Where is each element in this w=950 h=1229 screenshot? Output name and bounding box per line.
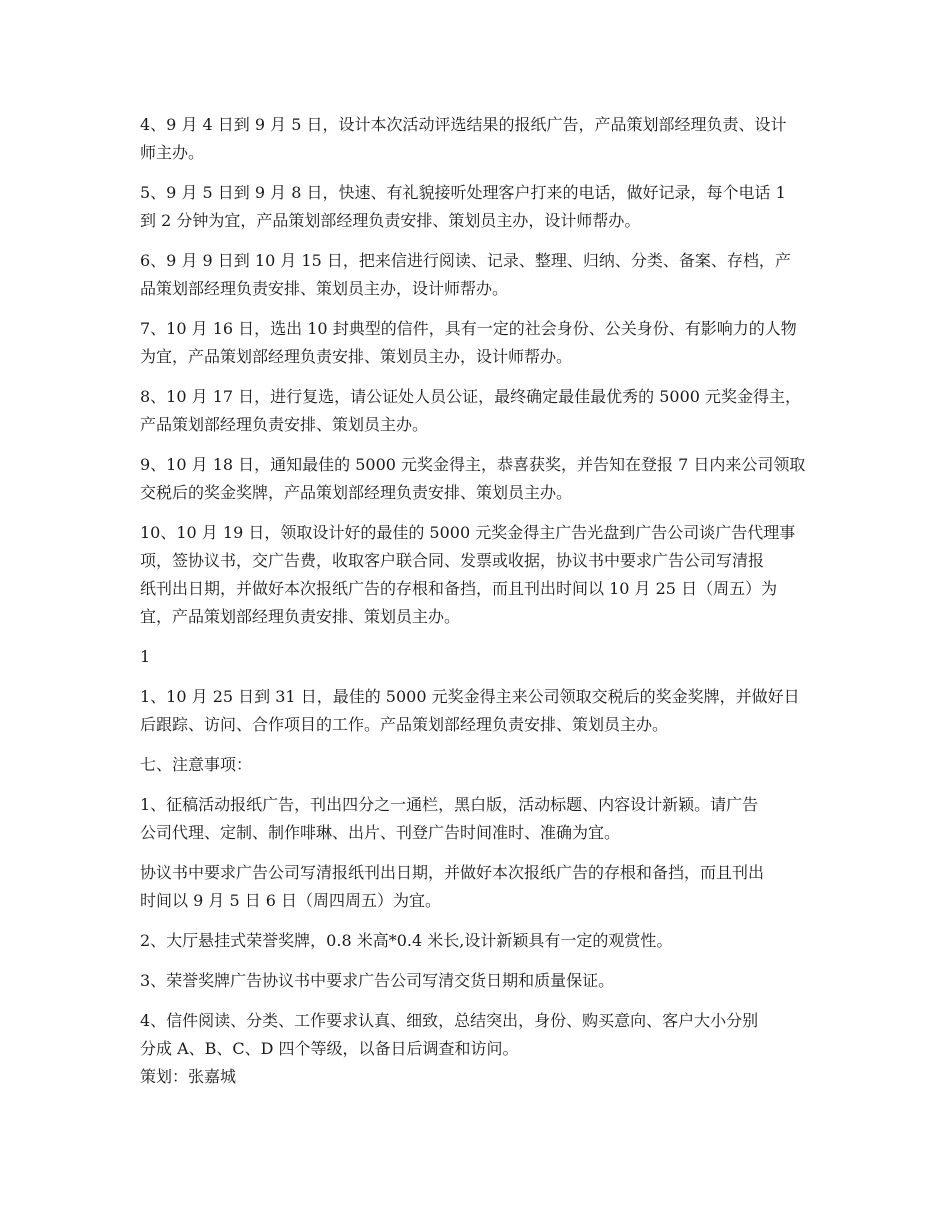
note-item-1 [140,791,812,847]
schedule-item-4 [140,111,812,167]
text-line: 4、信件阅读、分类、工作要求认真、细致，总结突出，身份、购买意向、客户大小分别 [140,1011,759,1030]
text-line: 6、9 月 9 日到 10 月 15 日，把来信进行阅读、记录、整理、归纳、分类、备案、存档，产 [140,251,791,270]
text-line: 5、9 月 5 日到 9 月 8 日，快速、有礼貌接听处理客户打来的电话，做好记录，每个电话 1 [140,183,786,202]
text-line: 协议书中要求广告公司写清报纸刊出日期，并做好本次报纸广告的存根和备挡，而且刊出 [140,863,765,882]
section-number [140,643,812,671]
schedule-item-8 [140,383,812,439]
text-line: 4、9 月 4 日到 9 月 5 日，设计本次活动评选结果的报纸广告，产品策划部经理负责、设计 [140,115,787,134]
note-item-2 [140,927,812,955]
text-line: 交税后的奖金奖牌，产品策划部经理负责安排、策划员主办。 [140,483,573,502]
text-line: 7、10 月 16 日，选出 10 封典型的信件，具有一定的社会身份、公关身份、有影响力的人物 [140,319,797,338]
text-line: 产品策划部经理负责安排、策划员主办。 [140,415,429,434]
schedule-item-1 [140,683,812,739]
text-line: 3、荣誉奖牌广告协议书中要求广告公司写清交货日期和质量保证。 [140,971,615,990]
text-line: 分成 A、B、C、D 四个等级，以备日后调查和访问。 [140,1039,519,1058]
document-body [140,111,812,1103]
text-line: 9、10 月 18 日，通知最佳的 5000 元奖金得主，恭喜获奖，并告知在登报 7 日内来公司领取 [140,455,806,474]
text-line: 师主办。 [140,143,205,162]
note-item-4 [140,1007,812,1063]
schedule-item-9 [140,451,812,507]
text-line: 公司代理、定制、制作啡琳、出片、刊登广告时间准时、准确为宜。 [140,823,621,842]
text-line: 1 [140,647,151,666]
author-signature-line [140,1063,812,1091]
text-line: 到 2 分钟为宜，产品策划部经理负责安排、策划员主办，设计师帮办。 [140,211,641,230]
text-line: 时间以 9 月 5 日 6 日（周四周五）为宜。 [140,891,442,910]
text-line: 项，签协议书，交广告费，收取客户联合同、发票或收据，协议书中要求广告公司写清报 [140,551,765,570]
text-line: 品策划部经理负责安排、策划员主办，设计师帮办。 [140,279,509,298]
text-line: 1、10 月 25 日到 31 日，最佳的 5000 元奖金得主来公司领取交税后的奖金奖牌，并做好日 [140,687,800,706]
schedule-item-7 [140,315,812,371]
section-heading-notes [140,751,812,779]
schedule-item-6 [140,247,812,303]
text-line: 策划：张嘉城 [140,1067,237,1086]
note-agreement [140,859,812,915]
text-line: 七、注意事项： [140,755,253,774]
schedule-item-5 [140,179,812,235]
text-line: 后跟踪、访问、合作项目的工作。产品策划部经理负责安排、策划员主办。 [140,715,669,734]
text-line: 2、大厅悬挂式荣誉奖牌，0.8 米高*0.4 米长,设计新颖具有一定的观赏性。 [140,931,673,950]
text-line: 纸刊出日期，并做好本次报纸广告的存根和备挡，而且刊出时间以 10 月 25 日（周五）为 [140,579,778,598]
text-line: 8、10 月 17 日，进行复选，请公证处人员公证，最终确定最佳最优秀的 5000 元奖金得主， [140,387,802,406]
text-line: 为宜，产品策划部经理负责安排、策划员主办，设计师帮办。 [140,347,573,366]
text-line: 1、征稿活动报纸广告，刊出四分之一通栏，黑白版，活动标题、内容设计新颖。请广告 [140,795,759,814]
text-line: 宜，产品策划部经理负责安排、策划员主办。 [140,607,461,626]
text-line: 10、10 月 19 日，领取设计好的最佳的 5000 元奖金得主广告光盘到广告公司谈广告代理事 [140,523,796,542]
note-item-3 [140,967,812,995]
schedule-item-10 [140,519,812,631]
